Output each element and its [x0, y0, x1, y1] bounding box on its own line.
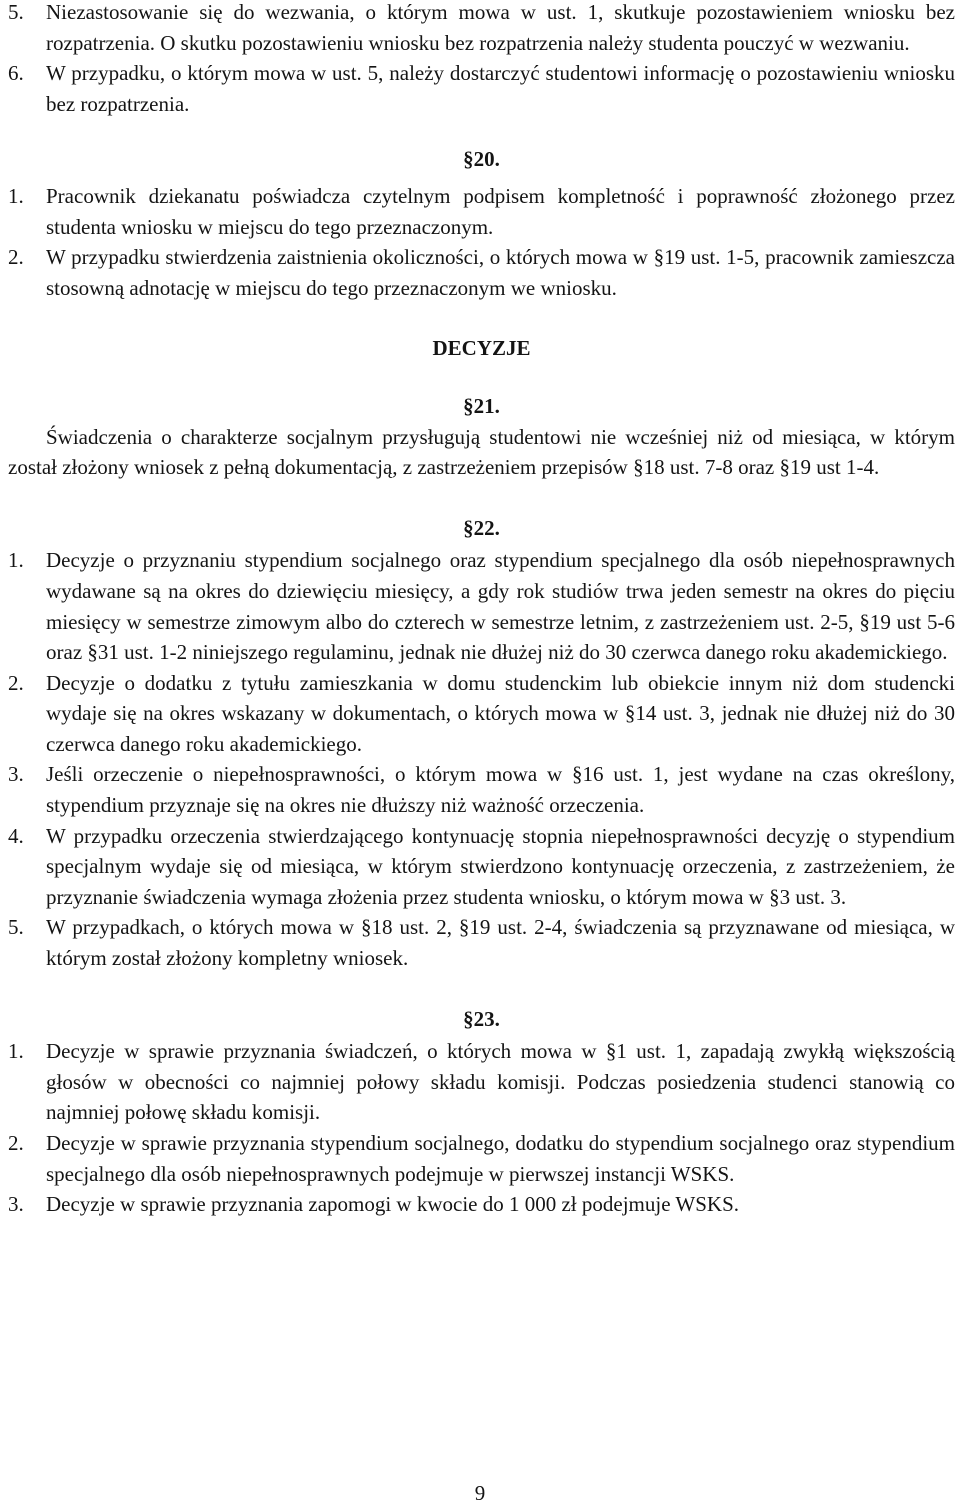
list-item	[8, 181, 955, 242]
item-number: 4.	[8, 823, 24, 848]
item-text: W przypadku orzeczenia stwierdzającego kontynuację stopnia niepełnosprawności decyzję o stypendium specjalnym wydaje się od miesiąca, w którym stwierdzono kontynuację orzeczenia, z zastrzeżeniem, że przyznanie świadczenia wymaga złożenia przez studenta wniosku, o którym mowa w §3 ust. 3.	[46, 823, 955, 909]
document-page	[8, 0, 955, 1220]
list-item	[8, 821, 955, 913]
item-text: Decyzje w sprawie przyznania zapomogi w kwocie do 1 000 zł podejmuje WSKS.	[46, 1192, 739, 1217]
item-text: Jeśli orzeczenie o niepełnosprawności, o którym mowa w §16 ust. 1, jest wydane na czas określony, stypendium przyznaje się na okres nie dłuższy niż ważność orzeczenia.	[46, 762, 955, 818]
page-number: 9	[474, 1481, 486, 1505]
item-number: 1.	[8, 1039, 24, 1064]
section-heading-20: §20.	[463, 147, 500, 172]
list-item	[8, 242, 955, 303]
section-heading-22: §22.	[463, 515, 500, 540]
item-number: 2.	[8, 1131, 24, 1155]
item-number: 5.	[8, 0, 24, 24]
item-number: 2.	[8, 670, 24, 695]
item-text: W przypadkach, o których mowa w §18 ust. 2, §19 ust. 2-4, świadczenia są przyznawane od miesiąca, w którym został złożony kompletny wniosek.	[46, 915, 955, 971]
item-text: Pracownik dziekanatu poświadcza czytelnym podpisem kompletność i poprawność złożonego przez studenta wniosku w miejscu do tego przeznaczonym.	[46, 183, 955, 239]
item-number: 1.	[8, 548, 24, 573]
list-item	[8, 545, 955, 667]
item-number: 5.	[8, 915, 24, 940]
section-21-text: Świadczenia o charakterze socjalnym przysługują studentowi nie wcześniej niż od miesiąca, w którym został złożony wniosek z pełną dokumentacją, z zastrzeżeniem przepisów §18 ust. 7-8 oraz §19 ust 1-4.	[8, 424, 955, 480]
list-item	[8, 1036, 955, 1128]
item-number: 2.	[8, 245, 24, 270]
list-item	[8, 0, 955, 58]
section-heading-23: §23.	[463, 1006, 500, 1031]
item-text: W przypadku, o którym mowa w ust. 5, należy dostarczyć studentowi informację o pozostawieniu wniosku bez rozpatrzenia.	[46, 61, 955, 116]
item-text: W przypadku stwierdzenia zaistnienia okoliczności, o których mowa w §19 ust. 1-5, pracownik zamieszcza stosowną adnotację w miejscu do tego przeznaczonym we wniosku.	[46, 245, 955, 300]
item-number: 3.	[8, 1192, 24, 1217]
item-text: Decyzje o przyznaniu stypendium socjalnego oraz stypendium specjalnego dla osób niepełnosprawnych wydawane są na okres do dziewięciu miesięcy, a gdy rok studiów trwa jeden semestr na okres do pięciu miesięcy w semestrze zimowym albo do czterech w semestrze letnim, z zastrzeżeniem ust. 2-5, §19 ust 5-6 oraz §31 ust. 1-2 niniejszego regulaminu, jednak nie dłużej niż do 30 czerwca danego roku akademickiego.	[46, 548, 955, 665]
list-item	[8, 912, 955, 973]
list-item	[8, 1128, 955, 1189]
list-item	[8, 58, 955, 119]
item-text: Decyzje w sprawie przyznania świadczeń, o których mowa w §1 ust. 1, zapadają zwykłą większością głosów w obecności co najmniej połowy składu komisji. Podczas posiedzenia studenci stanowią co najmniej połowę składu komisji.	[46, 1039, 955, 1125]
item-text: Decyzje w sprawie przyznania stypendium socjalnego, dodatku do stypendium socjalnego oraz stypendium specjalnego dla osób niepełnosprawnych podejmuje w pierwszej instancji WSKS.	[46, 1131, 955, 1186]
list-item	[8, 668, 955, 760]
item-text: Decyzje o dodatku z tytułu zamieszkania w domu studenckim lub obiekcie innym niż dom studencki wydaje się na okres wskazany w dokumentach, o których mowa w §14 ust. 3, jednak nie dłużej niż do 30 czerwca danego roku akademickiego.	[46, 670, 955, 756]
section-heading-21: §21.	[463, 393, 500, 418]
list-item	[8, 1189, 955, 1220]
item-number: 6.	[8, 61, 24, 86]
item-text: Niezastosowanie się do wezwania, o którym mowa w ust. 1, skutkuje pozostawieniem wniosku bez rozpatrzenia. O skutku pozostawieniu wniosku bez rozpatrzenia należy studenta pouczyć w wezwaniu.	[46, 0, 955, 55]
chapter-title: DECYZJE	[432, 336, 531, 361]
item-number: 1.	[8, 183, 24, 208]
item-number: 3.	[8, 762, 24, 787]
list-item	[8, 759, 955, 820]
